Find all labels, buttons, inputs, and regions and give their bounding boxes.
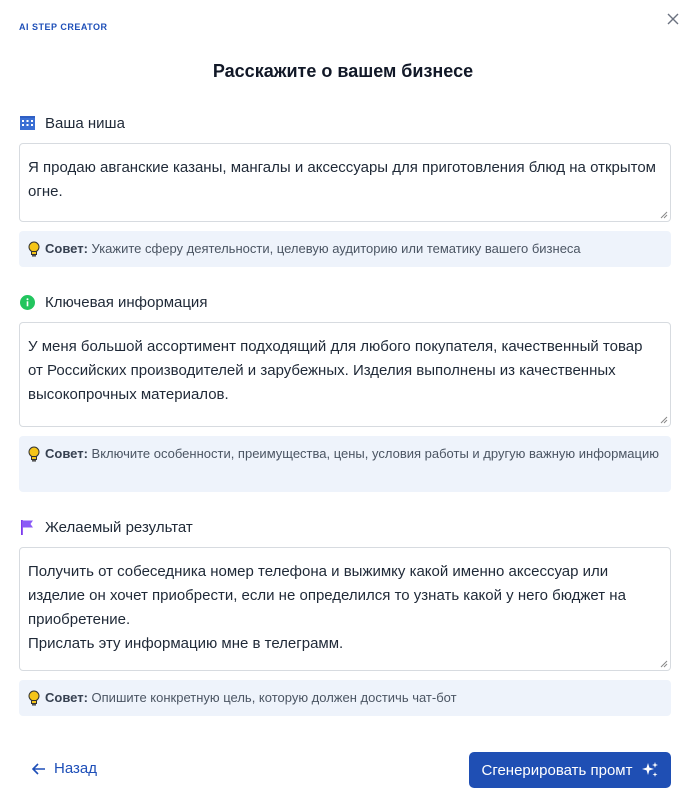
section-label: Желаемый результат — [45, 518, 193, 536]
section-key-info — [19, 292, 671, 492]
section-niche — [19, 113, 671, 267]
tip-text: Укажите сферу деятельности, целевую аудиторию или тематику вашего бизнеса — [91, 241, 581, 256]
section-label-row — [19, 517, 671, 537]
section-goal — [19, 517, 671, 716]
app-brand: AI STEP CREATOR — [19, 22, 108, 32]
sparkles-icon — [641, 761, 659, 779]
niche-textarea[interactable]: Я продаю авганские казаны, мангалы и аксессуары для приготовления блюд на открытом огне. — [19, 143, 671, 222]
arrow-left-icon — [32, 763, 46, 775]
close-icon — [667, 13, 679, 25]
back-button-label: Назад — [54, 760, 97, 777]
flag-icon — [19, 519, 35, 535]
tip-box — [19, 231, 671, 267]
generate-button-label: Сгенерировать промт — [481, 761, 633, 779]
tip-prefix: Совет: — [45, 446, 88, 461]
section-label: Ваша ниша — [45, 114, 125, 132]
tip-prefix: Совет: — [45, 690, 88, 705]
lightbulb-icon — [27, 446, 41, 462]
back-button[interactable] — [32, 760, 97, 777]
info-icon — [19, 294, 35, 310]
tip-text: Включите особенности, преимущества, цены, условия работы и другую важную информацию — [91, 446, 659, 461]
building-icon — [19, 115, 35, 131]
goal-textarea[interactable]: Получить от собеседника номер телефона и выжимку какой именно аксессуар или изделие он хочет приобрести, если не определился то узнать какой у него бюджет на приобретение. Прислать эту информацию мне в телеграмм. — [19, 547, 671, 671]
section-label: Ключевая информация — [45, 293, 208, 311]
lightbulb-icon — [27, 690, 41, 706]
close-button[interactable] — [664, 10, 682, 28]
key-info-textarea[interactable]: У меня большой ассортимент подходящий для любого покупателя, качественный товар от Российских производителей и зарубежных. Изделия выполнены из качественных высокопрочных материалов. — [19, 322, 671, 427]
page-title: Расскажите о вашем бизнесе — [212, 61, 474, 81]
tip-box — [19, 436, 671, 492]
tip-prefix: Совет: — [45, 241, 88, 256]
lightbulb-icon — [27, 241, 41, 257]
section-label-row — [19, 113, 671, 133]
tip-box — [19, 680, 671, 716]
generate-prompt-button[interactable] — [469, 752, 671, 788]
section-label-row — [19, 292, 671, 312]
resize-grip-icon[interactable] — [660, 416, 668, 424]
tip-text: Опишите конкретную цель, которую должен достичь чат-бот — [91, 690, 457, 705]
resize-grip-icon[interactable] — [660, 211, 668, 219]
resize-grip-icon[interactable] — [660, 660, 668, 668]
